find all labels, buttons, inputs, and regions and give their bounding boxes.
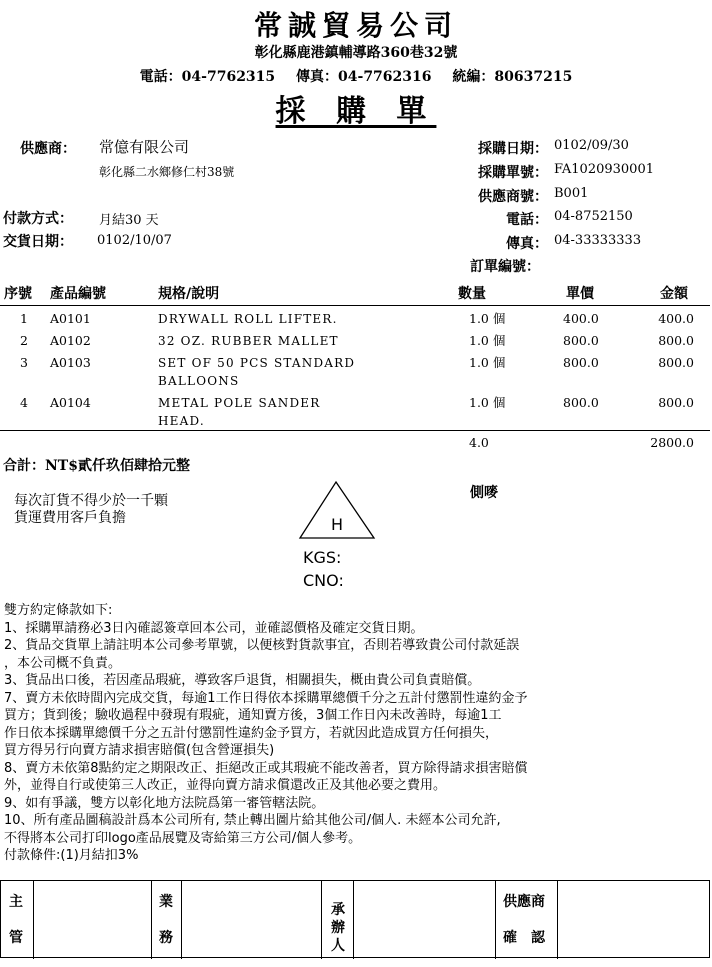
row-desc: METAL POLE SANDER HEAD. [158,396,321,428]
row-seq: 4 [20,395,28,410]
sig-divider [557,881,558,959]
order-no: FA1020930001 [554,162,654,177]
sig-manager-label: 主 [9,894,23,910]
sig-vendor-label: 供應商 [503,894,545,910]
side-mark-label: 側嘜 [470,485,498,501]
total-in-words: 合計：NT$貳仟玖佰肆拾元整 [3,458,190,474]
payment-label: 付款方式： [3,211,73,227]
row-desc: DRYWALL ROLL LIFTER. [158,312,338,326]
row-seq: 2 [20,333,28,348]
sig-vendor-label: 確 認 [503,930,545,946]
row-desc: 32 OZ. RUBBER MALLET [158,334,339,348]
vendor-tel-label: 電話： [506,212,548,228]
sig-divider [181,881,182,959]
note-line: 每次訂貨不得少於一千顆 [14,493,168,509]
company-contact: 電話：04-7762315 傳真：04-7762316 統編：80637215 [139,69,573,85]
total-amount: 2800.0 [650,435,694,450]
vendor-tel: 04-8752150 [554,209,633,224]
note-line: 貨運費用客戶負擔 [14,510,126,526]
vendor-no-label: 供應商號： [478,189,548,205]
row-seq: 3 [20,355,28,370]
col-qty-header: 數量 [458,286,486,302]
sig-manager-label: 管 [9,930,23,946]
row-qty: 1.0 個 [469,333,506,348]
total-qty: 4.0 [469,435,489,450]
vendor-fax: 04-33333333 [554,233,642,248]
row-amount: 800.0 [658,355,694,370]
delivery-label: 交貨日期： [3,234,73,250]
sig-handler-label: 人 [331,938,345,954]
supplier-name: 常億有限公司 [99,138,190,156]
sig-divider [495,881,496,959]
row-code: A0104 [50,395,91,410]
company-name: 常誠貿易公司 [253,9,458,42]
sig-divider [353,881,354,959]
row-amount: 800.0 [658,395,694,410]
sig-divider [33,881,34,959]
delivery-value: 0102/10/07 [97,233,172,248]
col-price-header: 單價 [566,286,594,302]
row-price: 800.0 [563,333,599,348]
vendor-no: B001 [554,186,589,201]
sig-sales-label: 業 [159,894,173,910]
row-code: A0103 [50,355,91,370]
sig-divider [321,881,322,959]
sig-sales-label: 務 [159,930,173,946]
table-header-rule [0,305,710,306]
table-footer-rule [0,430,710,431]
order-date-label: 採購日期： [478,141,548,157]
company-address: 彰化縣鹿港鎮輔導路360巷32號 [254,45,458,61]
col-code-header: 產品編號 [50,286,106,302]
shipping-mark-cno: CNO: [303,571,344,590]
row-qty: 1.0 個 [469,311,506,326]
col-desc-header: 規格/說明 [158,286,220,302]
supplier-label: 供應商： [20,141,76,157]
row-amount: 400.0 [658,311,694,326]
col-seq-header: 序號 [4,286,32,302]
shipping-mark-kgs: KGS: [303,548,342,567]
supplier-address: 彰化縣二水鄉修仁村38號 [99,165,235,179]
row-seq: 1 [20,311,28,326]
col-amount-header: 金額 [660,286,688,302]
order-no-label: 採購單號： [478,165,548,181]
row-code: A0101 [50,311,91,326]
order-date: 0102/09/30 [554,138,629,153]
payment-value: 月結30 天 [99,213,159,228]
terms-text: 雙方約定條款如下: 1、採購單請務必3日內確認簽章回本公司，並確認價格及確定交貨日期。 2、貨品交貨單上請註明本公司參考單號，以便核對貨款事宜，否則若導致貴公司付款延誤 ，本公司概不負責。 3、貨品出口後，若因產品瑕疵，導致客戶退貨，相關損失，概由貴公司負責賠償。 7、賣方未依時間內完成交貨，每逾1工作日得依本採購單總價千分之五計付懲罰性違約金予 買方；貨到後；驗收過程中發現有瑕疵，通知賣方後，3個工作日內未改善時，每逾1工 作日依本採購單總價千分之五計付懲罰性違約金予買方，若就因此造成買方任何損失， 買方得另行向賣方請求損害賠償(包含營運損失) 8、賣方未依第8點約定之期限改正、拒絕改正或其瑕疵不能改善者，買方除得請求損害賠償 外，並得自行或使第三人改正，並得向賣方請求償還改正及其他必要之費用。 9、如有爭議，雙方以彰化地方法院爲第一審管轄法院。 10、所有產品圖稿設計爲本公司所有, 禁止轉出圖片給其他公司/個人. 未經本公司允許, 不得將本公司打印logo產品展覽及寄給第三方公司/個人參考。 付款條件:(1)月結扣3% [4,603,528,863]
order-ref-label: 訂單編號： [470,259,540,275]
row-qty: 1.0 個 [469,395,506,410]
document-title: 採 購 單 [275,94,437,129]
row-desc: SET OF 50 PCS STANDARD BALLOONS [158,356,356,388]
row-amount: 800.0 [658,333,694,348]
shipping-mark-letter: H [331,515,344,534]
sig-handler-label: 辦 [331,920,345,936]
sig-divider [151,881,152,959]
row-price: 800.0 [563,355,599,370]
signature-box [0,880,710,958]
row-qty: 1.0 個 [469,355,506,370]
vendor-fax-label: 傳真： [506,236,548,252]
row-code: A0102 [50,333,91,348]
sig-handler-label: 承 [331,902,345,918]
row-price: 400.0 [563,311,599,326]
row-price: 800.0 [563,395,599,410]
